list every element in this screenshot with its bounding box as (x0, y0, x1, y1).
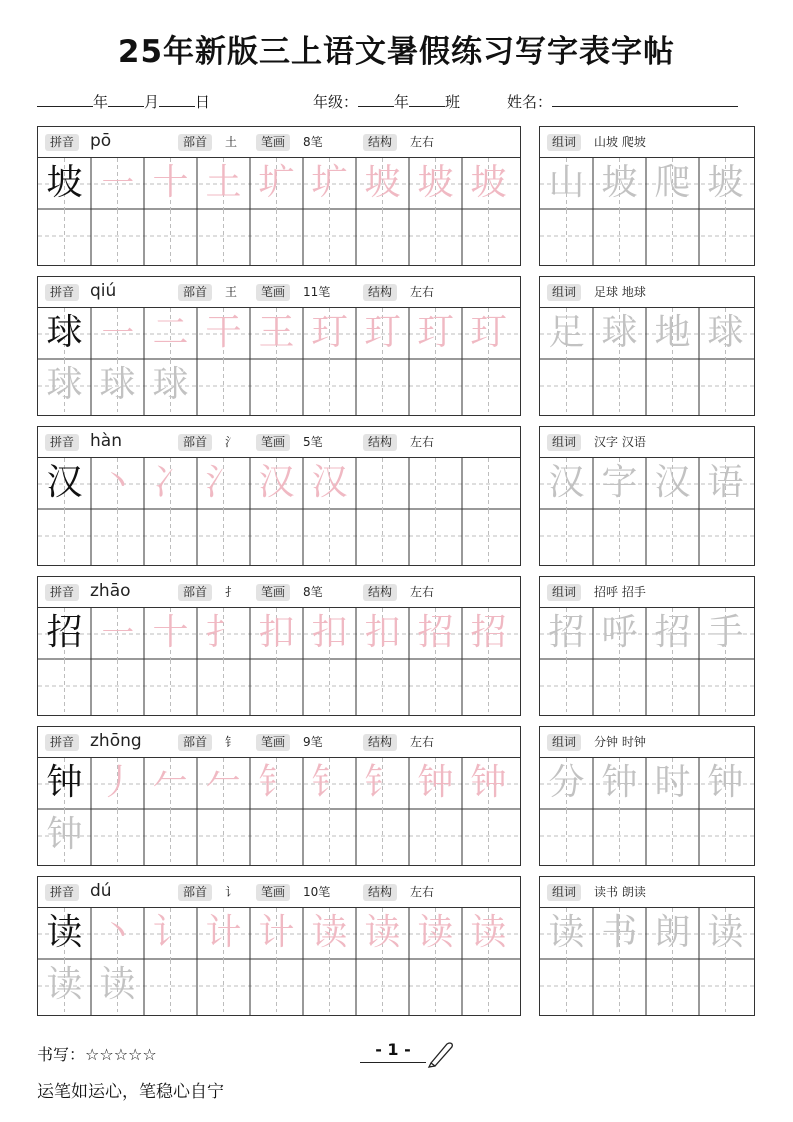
word-trace-character: 地 (654, 312, 691, 353)
word-trace-character: 手 (707, 612, 744, 653)
class-blank[interactable] (409, 90, 445, 107)
radical-label: 部首 (178, 434, 212, 451)
structure-value: 左右 (410, 135, 435, 149)
word-info-bar (540, 427, 754, 458)
trace-character: 读 (46, 964, 83, 1005)
stroke-order-step: 扣 (311, 612, 348, 653)
word-trace-character: 书 (601, 912, 638, 953)
strokes-value: 8笔 (303, 135, 323, 149)
word-trace-character: 读 (707, 912, 744, 953)
word-trace-character: 钟 (707, 762, 744, 803)
pinyin-label: 拼音 (45, 734, 79, 751)
character-card (37, 276, 521, 416)
word-trace-character: 汉 (654, 462, 691, 503)
structure-value: 左右 (410, 735, 435, 749)
word-trace-character: 招 (548, 612, 585, 653)
word-card (539, 426, 755, 566)
character-card (37, 726, 521, 866)
stroke-order-step: 十 (152, 612, 189, 653)
word-trace-character: 足 (548, 312, 585, 353)
stroke-order-step: 计 (258, 912, 295, 953)
grade-blank[interactable] (358, 90, 394, 107)
pinyin-label: 拼音 (45, 284, 79, 301)
radical-label: 部首 (178, 134, 212, 151)
character-info-bar (38, 127, 520, 158)
word-trace-character: 坡 (601, 162, 638, 203)
stroke-order-step: 二 (152, 312, 189, 353)
strokes-label: 笔画 (256, 434, 290, 451)
character-card (37, 426, 521, 566)
strokes-label: 笔画 (256, 284, 290, 301)
stroke-order-step: 钅 (311, 762, 348, 803)
character-info-bar (38, 427, 520, 458)
trace-character: 球 (46, 364, 83, 405)
stroke-order-step: 扌 (205, 612, 242, 653)
character-card (37, 126, 521, 266)
word-trace-character: 爬 (654, 162, 691, 203)
grade-year-label: 年 (394, 93, 410, 111)
word-trace-character: 语 (707, 462, 744, 503)
stroke-order-step: 丿 (99, 762, 136, 803)
stroke-order-step: 招 (417, 612, 454, 653)
structure-label: 结构 (363, 134, 397, 151)
stroke-order-step: 丶 (99, 912, 136, 953)
stroke-order-step: 坡 (417, 162, 454, 203)
stroke-order-step: 扣 (258, 612, 295, 653)
words-label: 组词 (547, 734, 581, 751)
structure-label: 结构 (363, 434, 397, 451)
structure-label: 结构 (363, 284, 397, 301)
words-label: 组词 (547, 434, 581, 451)
stroke-order-step: 读 (364, 912, 401, 953)
pinyin-value: zhōng (90, 731, 142, 751)
word-trace-character: 呼 (601, 612, 638, 653)
word-info-bar (540, 277, 754, 308)
word-trace-character: 坡 (707, 162, 744, 203)
word-info-bar (540, 127, 754, 158)
words-value: 山坡 爬坡 (594, 135, 646, 149)
stroke-order-step: 丶 (99, 462, 136, 503)
month-blank[interactable] (108, 90, 144, 107)
stroke-order-step: 读 (417, 912, 454, 953)
stroke-order-step: 扣 (364, 612, 401, 653)
character-card (37, 876, 521, 1016)
character-info-bar (38, 877, 520, 908)
structure-value: 左右 (410, 285, 435, 299)
words-value: 招呼 招手 (594, 585, 646, 599)
stroke-order-step: 十 (152, 162, 189, 203)
word-card (539, 276, 755, 416)
stroke-order-step: 钅 (258, 762, 295, 803)
words-label: 组词 (547, 284, 581, 301)
stroke-order-step: 𠂉 (205, 762, 242, 803)
radical-value: 王 (225, 285, 238, 299)
strokes-label: 笔画 (256, 734, 290, 751)
pinyin-label: 拼音 (45, 884, 79, 901)
stroke-order-step: 玎 (417, 312, 454, 353)
name-label: 姓名： (507, 93, 553, 111)
stroke-order-step: ㇐ (99, 612, 136, 653)
reference-character: 招 (46, 612, 83, 653)
month-label: 月 (144, 93, 160, 111)
reference-character: 读 (46, 912, 83, 953)
strokes-value: 9笔 (303, 735, 323, 749)
year-blank[interactable] (37, 90, 93, 107)
page-title: 25年新版三上语文暑假练习写字表字帖 (117, 34, 676, 70)
word-trace-character: 分 (548, 762, 585, 803)
class-label: 班 (445, 93, 461, 111)
name-blank[interactable] (552, 90, 738, 107)
radical-value: 讠 (225, 885, 238, 899)
pinyin-value: pō (90, 131, 112, 151)
word-trace-character: 球 (601, 312, 638, 353)
stroke-order-step: 王 (258, 312, 295, 353)
pen-icon (425, 1038, 455, 1072)
motto: 运笔如运心，笔稳心自宁 (37, 1082, 224, 1102)
word-trace-character: 汉 (548, 462, 585, 503)
stroke-order-step: 坡 (470, 162, 507, 203)
trace-character: 球 (99, 364, 136, 405)
word-trace-character: 招 (654, 612, 691, 653)
pinyin-value: hàn (90, 431, 122, 451)
words-label: 组词 (547, 584, 581, 601)
stroke-order-step: 招 (470, 612, 507, 653)
radical-value: 扌 (225, 585, 238, 599)
word-trace-character: 山 (548, 162, 585, 203)
grade-line (313, 90, 460, 112)
stroke-order-step: 汉 (311, 462, 348, 503)
pinyin-value: qiú (90, 281, 117, 301)
word-card (539, 726, 755, 866)
word-card (539, 576, 755, 716)
strokes-value: 8笔 (303, 585, 323, 599)
structure-label: 结构 (363, 584, 397, 601)
structure-value: 左右 (410, 435, 435, 449)
word-trace-character: 朗 (654, 912, 691, 953)
word-trace-character: 球 (707, 312, 744, 353)
word-info-bar (540, 577, 754, 608)
stroke-order-step: 圹 (258, 162, 295, 203)
words-value: 汉字 汉语 (594, 435, 646, 449)
strokes-label: 笔画 (256, 584, 290, 601)
word-trace-character: 字 (601, 462, 638, 503)
pinyin-label: 拼音 (45, 584, 79, 601)
stroke-order-step: 𠂉 (152, 762, 189, 803)
word-trace-character: 钟 (601, 762, 638, 803)
word-card (539, 876, 755, 1016)
strokes-label: 笔画 (256, 884, 290, 901)
date-line (37, 90, 210, 112)
stroke-order-step: 坡 (364, 162, 401, 203)
stroke-order-step: 玎 (364, 312, 401, 353)
stroke-order-step: 玎 (470, 312, 507, 353)
reference-character: 汉 (46, 462, 83, 503)
word-card (539, 126, 755, 266)
words-label: 组词 (547, 884, 581, 901)
page-number: - 1 - (360, 1040, 426, 1063)
pinyin-label: 拼音 (45, 434, 79, 451)
word-trace-character: 时 (654, 762, 691, 803)
stroke-order-step: 冫 (152, 462, 189, 503)
strokes-value: 10笔 (303, 885, 331, 899)
year-label: 年 (93, 93, 109, 111)
day-blank[interactable] (159, 90, 195, 107)
writing-rating: 书写：☆☆☆☆☆ (37, 1045, 157, 1064)
stroke-order-step: 钅 (364, 762, 401, 803)
strokes-value: 11笔 (303, 285, 331, 299)
stroke-order-step: 氵 (205, 462, 242, 503)
stroke-order-step: 计 (205, 912, 242, 953)
words-value: 足球 地球 (594, 285, 646, 299)
character-card (37, 576, 521, 716)
stroke-order-step: 干 (205, 312, 242, 353)
character-info-bar (38, 277, 520, 308)
structure-label: 结构 (363, 884, 397, 901)
radical-label: 部首 (178, 734, 212, 751)
stroke-order-step: 钟 (417, 762, 454, 803)
stroke-order-step: 读 (311, 912, 348, 953)
stroke-order-step: ㇐ (99, 312, 136, 353)
radical-label: 部首 (178, 284, 212, 301)
stroke-order-step: 土 (205, 162, 242, 203)
words-label: 组词 (547, 134, 581, 151)
pinyin-value: zhāo (90, 581, 131, 601)
strokes-value: 5笔 (303, 435, 323, 449)
word-trace-character: 读 (548, 912, 585, 953)
stroke-order-step: 钟 (470, 762, 507, 803)
character-info-bar (38, 727, 520, 758)
name-line (507, 90, 738, 112)
pinyin-label: 拼音 (45, 134, 79, 151)
radical-label: 部首 (178, 884, 212, 901)
structure-value: 左右 (410, 885, 435, 899)
day-label: 日 (195, 93, 211, 111)
words-value: 分钟 时钟 (594, 735, 646, 749)
stroke-order-step: ㇐ (99, 162, 136, 203)
words-value: 读书 朗读 (594, 885, 646, 899)
trace-character: 球 (152, 364, 189, 405)
radical-value: 氵 (225, 435, 238, 449)
grade-label: 年级： (313, 93, 359, 111)
word-info-bar (540, 727, 754, 758)
structure-label: 结构 (363, 734, 397, 751)
stroke-order-step: 玎 (311, 312, 348, 353)
strokes-label: 笔画 (256, 134, 290, 151)
structure-value: 左右 (410, 585, 435, 599)
pinyin-value: dú (90, 881, 112, 901)
character-info-bar (38, 577, 520, 608)
radical-value: 钅 (225, 735, 238, 749)
stroke-order-step: 汉 (258, 462, 295, 503)
stroke-order-step: 读 (470, 912, 507, 953)
trace-character: 读 (99, 964, 136, 1005)
reference-character: 坡 (46, 162, 83, 203)
radical-label: 部首 (178, 584, 212, 601)
stroke-order-step: 圹 (311, 162, 348, 203)
reference-character: 球 (46, 312, 83, 353)
word-info-bar (540, 877, 754, 908)
trace-character: 钟 (46, 814, 83, 855)
stroke-order-step: 讠 (152, 912, 189, 953)
radical-value: 土 (225, 135, 238, 149)
reference-character: 钟 (46, 762, 83, 803)
